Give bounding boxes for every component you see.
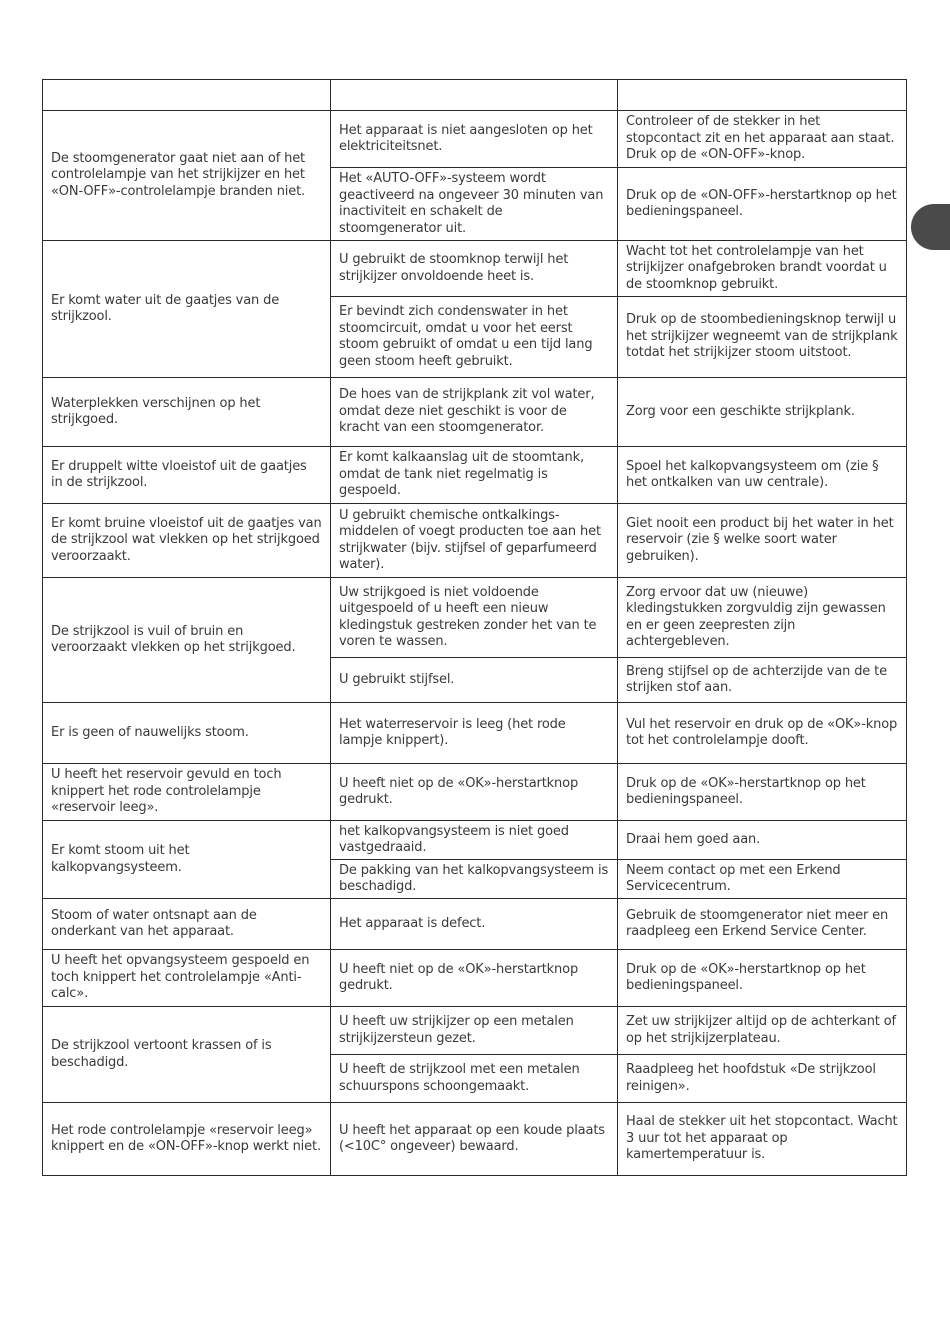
solution-cell: Spoel het kalkopvangsysteem om (zie § het ontkalken van uw centrale). (618, 447, 907, 504)
cause-cell: U gebruikt de stoomknop terwijl het strijkijzer onvoldoende heet is. (331, 241, 618, 297)
solution-cell: Breng stijfsel op de achterzijde van de te strijken stof aan. (618, 658, 907, 703)
table-row (43, 111, 907, 168)
cause-cell: U gebruikt chemische ontkalkings- middelen of voegt producten toe aan het strijkwater (bijv. stijfsel of geparfumeerd water). (331, 504, 618, 578)
cause-cell: U heeft de strijkzool met een metalen schuurspons schoongemaakt. (331, 1055, 618, 1103)
cause-cell: U heeft niet op de «OK»-herstartknop gedrukt. (331, 950, 618, 1007)
cause-cell: Uw strijkgoed is niet voldoende uitgespoeld of u heeft een nieuw kledingstuk gestreken zonder het van te voren te wassen. (331, 578, 618, 658)
solution-cell: Gebruik de stoomgenerator niet meer en raadpleeg een Erkend Service Center. (618, 899, 907, 950)
cause-cell: U gebruikt stijfsel. (331, 658, 618, 703)
problem-cell: Er komt water uit de gaatjes van de strijkzool. (43, 241, 331, 378)
solution-cell: Raadpleeg het hoofdstuk «De strijkzool reinigen». (618, 1055, 907, 1103)
solution-cell: Zorg voor een geschikte strijkplank. (618, 378, 907, 447)
solution-cell: Vul het reservoir en druk op de «OK»-knop tot het controlelampje dooft. (618, 703, 907, 764)
cause-cell: U heeft niet op de «OK»-herstartknop gedrukt. (331, 764, 618, 821)
cause-cell: U heeft uw strijkijzer op een metalen strijkijzersteun gezet. (331, 1007, 618, 1055)
problem-cell: Er komt stoom uit het kalkopvangsysteem. (43, 821, 331, 899)
cause-cell: Er bevindt zich condenswater in het stoomcircuit, omdat u voor het eerst stoom gebruikt of omdat u een tijd lang geen stoom heeft gebruikt. (331, 297, 618, 378)
problem-cell: U heeft het opvangsysteem gespoeld en toch knippert het controlelampje «Anti-calc». (43, 950, 331, 1007)
table-row (43, 378, 907, 447)
cause-cell: Het waterreservoir is leeg (het rode lampje knippert). (331, 703, 618, 764)
table-row (43, 764, 907, 821)
problem-cell: Er is geen of nauwelijks stoom. (43, 703, 331, 764)
solution-cell: Druk op de «ON-OFF»-herstartknop op het bedieningspaneel. (618, 168, 907, 241)
cause-cell: het kalkopvangsysteem is niet goed vastgedraaid. (331, 821, 618, 860)
header-problem (43, 80, 331, 111)
cause-cell: Er komt kalkaanslag uit de stoomtank, omdat de tank niet regelmatig is gespoeld. (331, 447, 618, 504)
table-row (43, 447, 907, 504)
troubleshooting-table (42, 79, 907, 1176)
problem-cell: De stoomgenerator gaat niet aan of het controlelampje van het strijkijzer en het «ON-OFF»-controlelampje branden niet. (43, 111, 331, 241)
cause-cell: Het apparaat is defect. (331, 899, 618, 950)
table-row (43, 578, 907, 658)
solution-cell: Wacht tot het controlelampje van het strijkijzer onafgebroken brandt voordat u de stoomknop gebruikt. (618, 241, 907, 297)
cause-cell: Het «AUTO-OFF»-systeem wordt geactiveerd na ongeveer 30 minuten van inactiviteit en schakelt de stoomgenerator uit. (331, 168, 618, 241)
table-row (43, 241, 907, 297)
table-row (43, 1007, 907, 1055)
solution-cell: Druk op de «OK»-herstartknop op het bedieningspaneel. (618, 950, 907, 1007)
section-tab-marker (911, 204, 950, 250)
problem-cell: De strijkzool is vuil of bruin en veroorzaakt vlekken op het strijkgoed. (43, 578, 331, 703)
cause-cell: De hoes van de strijkplank zit vol water, omdat deze niet geschikt is voor de kracht van een stoomgenerator. (331, 378, 618, 447)
table-header-row (43, 80, 907, 111)
solution-cell: Druk op de stoombedieningsknop terwijl u het strijkijzer wegneemt van de strijkplank totdat het strijkijzer stoom uitstoot. (618, 297, 907, 378)
problem-cell: U heeft het reservoir gevuld en toch knippert het rode controlelampje «reservoir leeg». (43, 764, 331, 821)
troubleshooting-table-container (42, 79, 906, 1176)
solution-cell: Draai hem goed aan. (618, 821, 907, 860)
solution-cell: Controleer of de stekker in het stopcontact zit en het apparaat aan staat. Druk op de «ON-OFF»-knop. (618, 111, 907, 168)
table-row (43, 899, 907, 950)
solution-cell: Neem contact op met een Erkend Servicecentrum. (618, 860, 907, 899)
solution-cell: Druk op de «OK»-herstartknop op het bedieningspaneel. (618, 764, 907, 821)
table-row (43, 1103, 907, 1176)
solution-cell: Zorg ervoor dat uw (nieuwe) kledingstukken zorgvuldig zijn gewassen en er geen zeepresten zijn achtergebleven. (618, 578, 907, 658)
problem-cell: Er druppelt witte vloeistof uit de gaatjes in de strijkzool. (43, 447, 331, 504)
solution-cell: Haal de stekker uit het stopcontact. Wacht 3 uur tot het apparaat op kamertemperatuur is. (618, 1103, 907, 1176)
problem-cell: Er komt bruine vloeistof uit de gaatjes van de strijkzool wat vlekken op het strijkgoed veroorzaakt. (43, 504, 331, 578)
solution-cell: Giet nooit een product bij het water in het reservoir (zie § welke soort water gebruiken). (618, 504, 907, 578)
header-cause (331, 80, 618, 111)
table-row (43, 821, 907, 860)
solution-cell: Zet uw strijkijzer altijd op de achterkant of op het strijkijzerplateau. (618, 1007, 907, 1055)
problem-cell: Waterplekken verschijnen op het strijkgoed. (43, 378, 331, 447)
problem-cell: Het rode controlelampje «reservoir leeg» knippert en de «ON-OFF»-knop werkt niet. (43, 1103, 331, 1176)
cause-cell: U heeft het apparaat op een koude plaats (<10C° ongeveer) bewaard. (331, 1103, 618, 1176)
table-row (43, 703, 907, 764)
header-solution (618, 80, 907, 111)
problem-cell: De strijkzool vertoont krassen of is beschadigd. (43, 1007, 331, 1103)
table-row (43, 504, 907, 578)
problem-cell: Stoom of water ontsnapt aan de onderkant van het apparaat. (43, 899, 331, 950)
cause-cell: Het apparaat is niet aangesloten op het elektriciteitsnet. (331, 111, 618, 168)
cause-cell: De pakking van het kalkopvangsysteem is beschadigd. (331, 860, 618, 899)
table-row (43, 950, 907, 1007)
